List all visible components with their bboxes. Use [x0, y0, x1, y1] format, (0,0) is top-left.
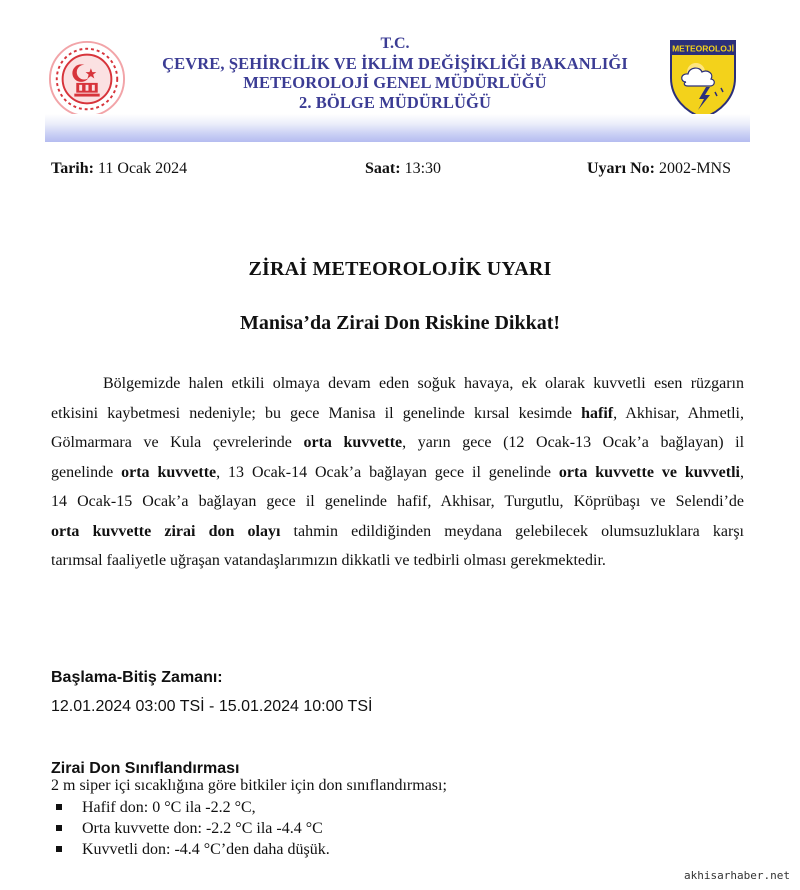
list-item	[56, 818, 330, 839]
list-item-text: Hafif don: 0 °C ila -2.2 °C,	[82, 799, 256, 816]
body-text: etkisini kaybetmesi nedeniyle; bu gece Manisa il genelinde kırsal kesimde	[51, 404, 582, 422]
bullet-icon	[56, 825, 62, 831]
body-text: , 13 Ocak-14 Ocak’a bağlayan gece il genelinde	[216, 463, 559, 481]
header-line-directorate: METEOROLOJİ GENEL MÜDÜRLÜĞÜ	[243, 73, 547, 92]
time-label: Saat:	[365, 160, 401, 177]
body-line	[51, 458, 744, 488]
header-gradient-bar	[45, 114, 750, 142]
body-bold-text: orta kuvvette ve kuvvetli	[558, 463, 740, 481]
classification-label: Zirai Don Sınıflandırması	[51, 760, 240, 777]
document-title: ZİRAİ METEOROLOJİK UYARI	[248, 258, 552, 280]
date-field	[51, 160, 187, 178]
ministry-seal-icon	[48, 40, 126, 118]
header-line-tc: T.C.	[380, 35, 410, 52]
document-header	[45, 30, 750, 140]
body-line: Bölgemizde halen etkili olmaya devam eden soğuk havaya, ek olarak kuvvetli esen rüzgarın	[103, 375, 744, 392]
header-line-ministry: ÇEVRE, ŞEHİRCİLİK VE İKLİM DEĞİŞİKLİĞİ BAKANLIĞI	[162, 53, 628, 73]
warning-number-value: 2002-MNS	[658, 160, 731, 177]
body-line	[51, 399, 744, 429]
date-label: Tarih:	[51, 160, 94, 177]
body-text: ,	[740, 463, 744, 481]
classification-list	[56, 797, 330, 860]
list-item	[56, 839, 330, 860]
ministry-heading	[135, 34, 655, 112]
body-line	[51, 428, 744, 458]
body-bold-text: hafif	[581, 404, 614, 422]
period-value: 12.01.2024 03:00 TSİ - 15.01.2024 10:00 TSİ	[51, 698, 373, 715]
document-subtitle: Manisa’da Zirai Don Riskine Dikkat!	[239, 312, 561, 334]
classification-intro: 2 m siper içi sıcaklığına göre bitkiler için don sınıflandırması;	[51, 777, 447, 794]
body-text: , Akhisar, Ahmetli,	[613, 404, 745, 422]
list-item-text: Kuvvetli don: -4.4 °C’den daha düşük.	[82, 841, 330, 858]
body-text: tahmin edildiğinden meydana gelebilecek olumsuzluklara karşı	[280, 522, 744, 540]
header-line-region: 2. BÖLGE MÜDÜRLÜĞÜ	[298, 92, 492, 112]
date-value: 11 Ocak 2024	[97, 160, 188, 177]
body-bold-text: orta kuvvette	[303, 434, 403, 451]
body-line: 14 Ocak-15 Ocak’a bağlayan gece il genelinde hafif, Akhisar, Turgutlu, Köprübaşı ve Selendi’de	[51, 493, 744, 510]
time-field	[365, 160, 441, 178]
list-item-text: Orta kuvvette don: -2.2 °C ila -4.4 °C	[82, 820, 323, 837]
time-value: 13:30	[404, 160, 442, 177]
body-bold-text: orta kuvvette	[121, 463, 217, 481]
body-text: genelinde	[51, 463, 122, 481]
met-logo-text: METEOROLOJİ	[672, 43, 734, 54]
body-text: Gölmarmara ve Kula çevrelerinde	[51, 434, 304, 451]
body-bold-text: orta kuvvette zirai don olayı	[51, 522, 281, 540]
bullet-icon	[56, 804, 62, 810]
warning-number-label: Uyarı No:	[587, 160, 655, 177]
watermark: akhisarhaber.net	[684, 869, 790, 882]
meteoroloji-logo-icon	[668, 38, 738, 120]
warning-number-field	[587, 160, 731, 178]
body-text: , yarın gece (12 Ocak-13 Ocak’a bağlayan) il	[402, 434, 745, 451]
bullet-icon	[56, 846, 62, 852]
period-label: Başlama-Bitiş Zamanı:	[51, 669, 223, 686]
list-item	[56, 797, 330, 818]
warning-body-paragraph	[51, 369, 744, 576]
body-line: tarımsal faaliyetle uğraşan vatandaşlarımızın dikkatli ve tedbirli olması gerekmektedir.	[51, 552, 606, 569]
body-line	[51, 517, 744, 547]
